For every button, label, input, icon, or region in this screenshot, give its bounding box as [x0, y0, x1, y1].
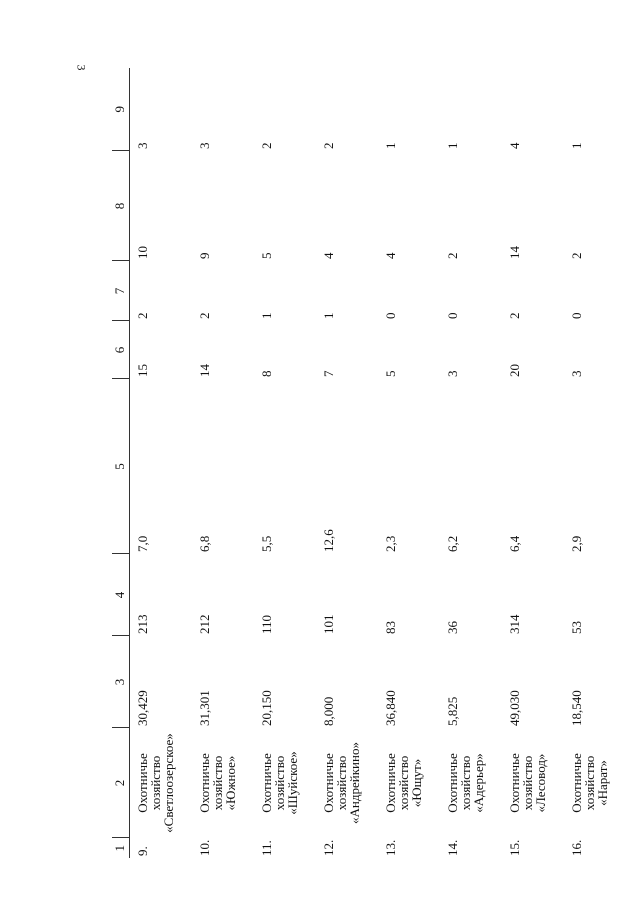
- col4-value: 101: [321, 614, 336, 634]
- header-cell: 7: [112, 261, 130, 321]
- area-value: 8,000: [321, 696, 336, 726]
- farm-name-line: «Лесовод»: [533, 753, 548, 813]
- header-cell: 1: [112, 838, 130, 858]
- col9-value: 3: [135, 142, 150, 149]
- table-row: [316, 68, 378, 858]
- col5-value: 2,3: [383, 535, 398, 552]
- col4-value: 314: [507, 614, 522, 634]
- table-row: [440, 68, 502, 858]
- farm-name-line: хозяйство: [582, 755, 597, 811]
- col5-value: 7,0: [135, 535, 150, 552]
- rotated-table-container: [112, 68, 632, 858]
- col5-value: 12,6: [321, 529, 336, 552]
- farm-name-line: Охотничье: [569, 753, 584, 813]
- col6-value: 3: [445, 370, 460, 377]
- col7-value: 0: [383, 312, 398, 319]
- farm-name-line: Охотничье: [259, 753, 274, 813]
- farm-name-line: хозяйство: [148, 755, 163, 811]
- area-value: 18,540: [569, 690, 584, 726]
- farm-name-line: Охотничье: [383, 753, 398, 813]
- col9-value: 1: [383, 142, 398, 149]
- farm-name: [502, 728, 564, 838]
- farm-name-line: Охотничье: [197, 753, 212, 813]
- col5-value: 6,2: [445, 535, 460, 552]
- farm-name: [192, 728, 254, 838]
- col8-value: 4: [321, 252, 336, 259]
- col7-value: 2: [507, 312, 522, 319]
- header-cell: 6: [112, 321, 130, 379]
- col4-value: 110: [259, 614, 274, 634]
- col8-value: 2: [445, 252, 460, 259]
- col5-value: 2,9: [569, 535, 584, 552]
- col7-value: 2: [135, 312, 150, 319]
- col6-value: 5: [383, 370, 398, 377]
- farm-name-line: хозяйство: [458, 755, 473, 811]
- table-row: [502, 68, 564, 858]
- area-value: 30,429: [135, 690, 150, 726]
- col8-value: 2: [569, 252, 584, 259]
- col5-value: 6,4: [507, 535, 522, 552]
- farm-name: [130, 728, 193, 838]
- farm-name-line: «Южное»: [223, 755, 238, 811]
- page-number: 3: [74, 64, 89, 71]
- col8-value: 14: [507, 246, 522, 259]
- row-number: 11.: [259, 840, 274, 856]
- row-number: 13.: [383, 839, 398, 856]
- farm-name-line: Охотничье: [445, 753, 460, 813]
- col7-value: 0: [569, 312, 584, 319]
- col9-value: 2: [321, 142, 336, 149]
- col6-value: 14: [197, 364, 212, 377]
- farm-name-line: «Андрейкино»: [347, 742, 362, 824]
- farm-name-line: хозяйство: [396, 755, 411, 811]
- col9-value: 1: [569, 142, 584, 149]
- col8-value: 9: [197, 252, 212, 259]
- farm-name: [254, 728, 316, 838]
- farm-name: [564, 728, 626, 838]
- area-value: 31,301: [197, 690, 212, 726]
- col4-value: 212: [197, 614, 212, 634]
- hunting-farms-table: [112, 68, 626, 858]
- header-cell: 5: [112, 379, 130, 554]
- header-cell: 2: [112, 728, 130, 838]
- col8-value: 10: [135, 246, 150, 259]
- table-row: [130, 68, 193, 858]
- area-value: 49,030: [507, 690, 522, 726]
- farm-name-line: Охотничье: [321, 753, 336, 813]
- farm-name: [378, 728, 440, 838]
- farm-name: [440, 728, 502, 838]
- col4-value: 83: [383, 621, 398, 634]
- area-value: 20,150: [259, 690, 274, 726]
- col7-value: 1: [321, 312, 336, 319]
- farm-name-line: хозяйство: [272, 755, 287, 811]
- col9-value: 1: [445, 142, 460, 149]
- header-cell: 8: [112, 151, 130, 261]
- col7-value: 1: [259, 312, 274, 319]
- col6-value: 8: [259, 370, 274, 377]
- col9-value: 3: [197, 142, 212, 149]
- farm-name-line: хозяйство: [334, 755, 349, 811]
- col5-value: 6,8: [197, 535, 212, 552]
- col6-value: 7: [321, 370, 336, 377]
- col9-value: 4: [507, 142, 522, 149]
- farm-name-line: «Шуйское»: [285, 751, 300, 815]
- farm-name-line: Охотничье: [507, 753, 522, 813]
- row-number: 15.: [507, 839, 522, 856]
- header-cell: 9: [112, 68, 130, 151]
- col5-value: 5,5: [259, 535, 274, 552]
- col7-value: 2: [197, 312, 212, 319]
- table-row: [254, 68, 316, 858]
- farm-name-line: «Нарат»: [595, 760, 610, 806]
- table-row: [564, 68, 626, 858]
- document-page: [112, 68, 632, 858]
- farm-name-line: хозяйство: [520, 755, 535, 811]
- header-cell: 3: [112, 636, 130, 728]
- farm-name: [316, 728, 378, 838]
- area-value: 36,840: [383, 690, 398, 726]
- farm-name-line: «Светлоозерское»: [161, 733, 176, 833]
- col8-value: 4: [383, 252, 398, 259]
- col9-value: 2: [259, 142, 274, 149]
- farm-name-line: хозяйство: [210, 755, 225, 811]
- row-number: 12.: [321, 839, 336, 856]
- col7-value: 0: [445, 312, 460, 319]
- col4-value: 53: [569, 621, 584, 634]
- table-row: [378, 68, 440, 858]
- row-number: 10.: [197, 839, 212, 856]
- col6-value: 3: [569, 370, 584, 377]
- farm-name-line: Охотничье: [135, 753, 150, 813]
- header-row: [112, 68, 130, 858]
- farm-name-line: «Адерьер»: [471, 753, 486, 813]
- col4-value: 213: [135, 614, 150, 634]
- col6-value: 20: [507, 364, 522, 377]
- row-number: 14.: [445, 839, 460, 856]
- row-number: 16.: [569, 839, 584, 856]
- farm-name-line: «Ющут»: [409, 758, 424, 808]
- header-cell: 4: [112, 554, 130, 636]
- col4-value: 36: [445, 621, 460, 634]
- col6-value: 15: [135, 364, 150, 377]
- row-number: 9.: [135, 846, 150, 856]
- table-row: [192, 68, 254, 858]
- col8-value: 5: [259, 252, 274, 259]
- area-value: 5,825: [445, 696, 460, 726]
